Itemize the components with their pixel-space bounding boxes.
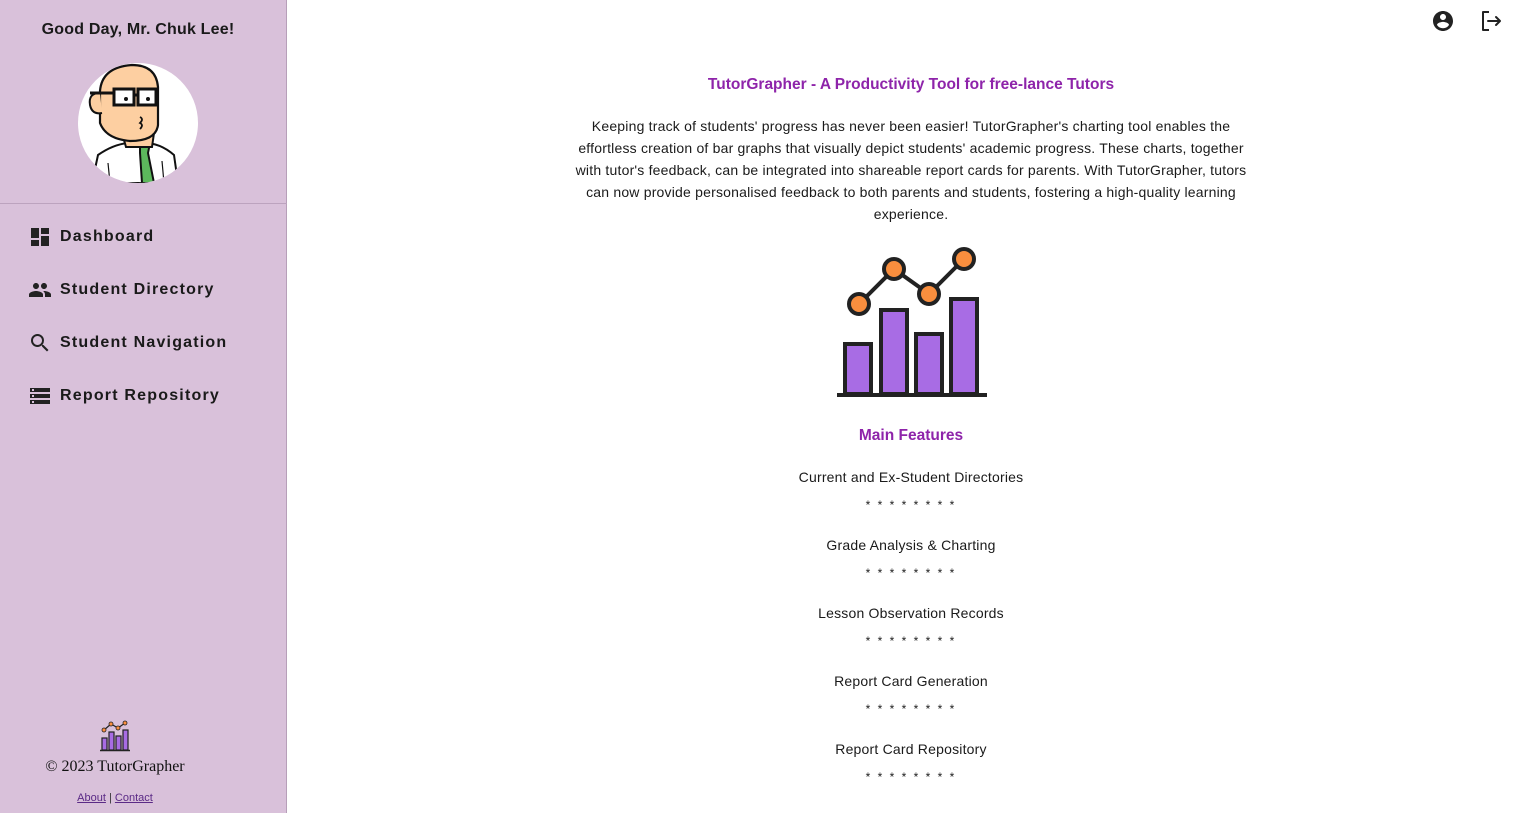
copyright-text: © 2023 TutorGrapher [45, 758, 185, 775]
list-item [288, 528, 1531, 596]
sidebar-nav [0, 210, 287, 422]
features-list [288, 460, 1531, 800]
storage-list-icon [28, 384, 52, 408]
feature-name: Report Card Generation [834, 673, 988, 689]
dashboard-icon [28, 225, 52, 249]
about-link[interactable]: About [77, 792, 106, 804]
sidebar-item-label: Student Navigation [60, 333, 228, 351]
feature-separator: * * * * * * * * [865, 498, 957, 512]
contact-link[interactable]: Contact [114, 792, 153, 804]
list-item [288, 664, 1531, 732]
main-content [288, 0, 1531, 813]
feature-separator: * * * * * * * * [865, 702, 957, 716]
feature-separator: * * * * * * * * [865, 770, 957, 784]
feature-separator: * * * * * * * * [865, 566, 957, 580]
feature-name: Grade Analysis & Charting [826, 537, 996, 553]
user-avatar[interactable] [78, 63, 198, 183]
feature-name: Current and Ex-Student Directories [798, 469, 1024, 485]
people-icon [28, 278, 52, 302]
sidebar-item-label: Dashboard [60, 227, 155, 245]
list-item [288, 732, 1531, 800]
intro-paragraph: Keeping track of students' progress has never been easier! TutorGrapher's charting tool enables the effortless creation of bar graphs that visually depict students' academic progress. These charts, together with tutor's feedback, can be integrated into shareable report cards for parents. With TutorGrapher, tutors can now provide personalised feedback to both parents and students, fostering a high-quality learning experience. [575, 118, 1247, 222]
search-icon [28, 331, 52, 355]
sidebar-item-student-navigation[interactable] [0, 316, 287, 369]
sidebar-item-dashboard[interactable] [0, 210, 287, 263]
footer-links [0, 792, 230, 804]
sidebar-item-report-repository[interactable] [0, 369, 287, 422]
sidebar-item-label: Student Directory [60, 280, 215, 298]
sidebar-divider [0, 203, 287, 204]
greeting-text: Good Day, Mr. Chuk Lee! [41, 21, 235, 38]
list-item [288, 460, 1531, 528]
footer-separator: | [108, 792, 112, 804]
features-title: Main Features [858, 427, 964, 444]
feature-name: Report Card Repository [835, 741, 987, 757]
footer-logo-icon [99, 720, 131, 753]
chart-illustration-icon [833, 244, 993, 400]
feature-name: Lesson Observation Records [818, 605, 1004, 621]
cartoon-avatar-icon [78, 63, 198, 183]
feature-separator: * * * * * * * * [865, 634, 957, 648]
list-item [288, 596, 1531, 664]
page-title: TutorGrapher - A Productivity Tool for free-lance Tutors [707, 76, 1115, 93]
sidebar [0, 0, 287, 813]
sidebar-item-label: Report Repository [60, 386, 220, 404]
sidebar-item-student-directory[interactable] [0, 263, 287, 316]
